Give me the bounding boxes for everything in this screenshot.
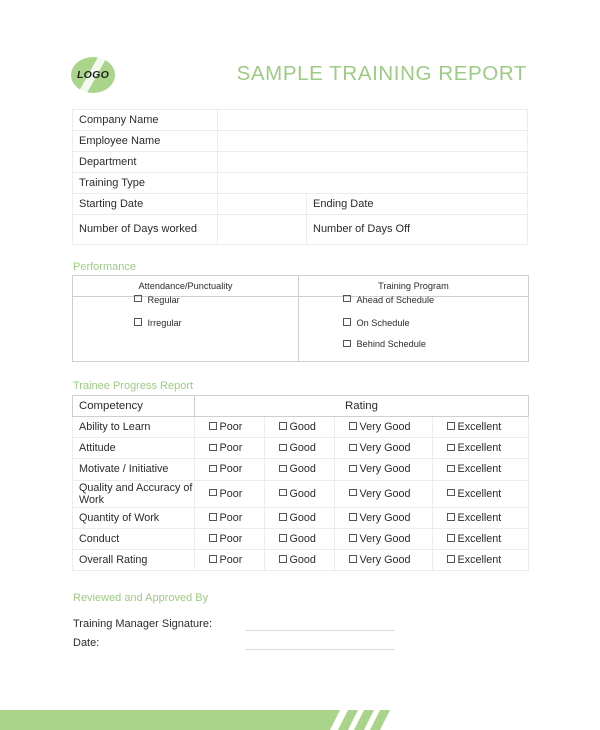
checkbox[interactable] xyxy=(349,513,357,521)
rating-option-label: Poor xyxy=(219,487,243,500)
rating-option-label: Good xyxy=(289,442,316,455)
checkbox[interactable] xyxy=(279,555,287,563)
rating-option-label: Excellent xyxy=(457,554,502,567)
checkbox[interactable] xyxy=(209,555,217,563)
checkbox[interactable] xyxy=(279,465,287,473)
rating-option-good[interactable] xyxy=(265,528,335,549)
rating-option-label: Very Good xyxy=(359,532,411,545)
rating-option-label: Very Good xyxy=(359,511,411,524)
table-row xyxy=(73,194,528,215)
logo xyxy=(71,57,115,93)
employee-name-field[interactable] xyxy=(218,131,528,152)
checkbox[interactable] xyxy=(349,555,357,563)
checkbox[interactable] xyxy=(279,422,287,430)
checkbox[interactable] xyxy=(343,340,351,348)
progress-rating-table xyxy=(72,395,529,571)
signature-field[interactable] xyxy=(245,617,395,631)
department-label: Department xyxy=(73,152,218,173)
rating-option-poor[interactable] xyxy=(195,459,265,480)
checkbox[interactable] xyxy=(349,489,357,497)
employee-info-table xyxy=(72,109,528,245)
company-name-label: Company Name xyxy=(73,110,218,131)
rating-option-label: Good xyxy=(289,421,316,434)
attendance-options xyxy=(73,294,299,362)
approval-section-title: Reviewed and Approved By xyxy=(73,592,209,604)
checkbox[interactable] xyxy=(209,444,217,452)
training-program-header: Training Program xyxy=(299,276,529,297)
checkbox[interactable] xyxy=(343,295,351,303)
option-on-schedule[interactable]: On Schedule xyxy=(343,312,528,334)
checkbox[interactable] xyxy=(349,422,357,430)
checkbox[interactable] xyxy=(447,489,455,497)
rating-option-poor[interactable] xyxy=(195,507,265,528)
table-row xyxy=(73,459,529,480)
checkbox[interactable] xyxy=(279,444,287,452)
checkbox[interactable] xyxy=(447,444,455,452)
competency-label: Conduct xyxy=(73,528,195,549)
table-row xyxy=(73,110,528,131)
rating-option-label: Good xyxy=(289,532,316,545)
table-row xyxy=(73,507,529,528)
rating-option-label: Excellent xyxy=(457,487,502,500)
table-row xyxy=(73,417,529,438)
training-type-field[interactable] xyxy=(218,173,528,194)
rating-option-very-good[interactable] xyxy=(335,438,433,459)
rating-option-very-good[interactable] xyxy=(335,459,433,480)
rating-option-label: Poor xyxy=(219,463,243,476)
competency-label: Attitude xyxy=(73,438,195,459)
checkbox[interactable] xyxy=(349,444,357,452)
rating-option-label: Good xyxy=(289,554,316,567)
table-row xyxy=(73,480,529,507)
checkbox[interactable] xyxy=(134,295,142,303)
rating-option-label: Very Good xyxy=(359,487,411,500)
option-regular[interactable]: Regular xyxy=(134,291,298,308)
table-row xyxy=(73,297,529,362)
rating-option-label: Excellent xyxy=(457,421,502,434)
rating-option-label: Poor xyxy=(219,511,243,524)
rating-option-good[interactable] xyxy=(265,417,335,438)
rating-option-excellent[interactable] xyxy=(433,480,529,507)
rating-option-label: Very Good xyxy=(359,554,411,567)
option-behind-schedule[interactable]: Behind Schedule xyxy=(343,334,528,356)
competency-label: Motivate / Initiative xyxy=(73,459,195,480)
rating-option-label: Poor xyxy=(219,421,243,434)
rating-option-poor[interactable] xyxy=(195,480,265,507)
rating-option-label: Good xyxy=(289,463,316,476)
competency-header: Competency xyxy=(73,396,195,417)
rating-option-poor[interactable] xyxy=(195,549,265,570)
rating-option-good[interactable] xyxy=(265,549,335,570)
rating-option-label: Very Good xyxy=(359,442,411,455)
logo-text: LOGO xyxy=(76,69,110,81)
option-ahead-of-schedule[interactable]: Ahead of Schedule xyxy=(343,291,528,308)
rating-option-label: Good xyxy=(289,487,316,500)
checkbox[interactable] xyxy=(209,422,217,430)
rating-option-very-good[interactable] xyxy=(335,549,433,570)
training-type-label: Training Type xyxy=(73,173,218,194)
days-worked-label: Number of Days worked xyxy=(73,215,218,245)
rating-option-excellent[interactable] xyxy=(433,549,529,570)
rating-option-excellent[interactable] xyxy=(433,417,529,438)
rating-option-excellent[interactable] xyxy=(433,438,529,459)
rating-option-very-good[interactable] xyxy=(335,480,433,507)
rating-option-very-good[interactable] xyxy=(335,528,433,549)
rating-option-very-good[interactable] xyxy=(335,417,433,438)
rating-option-poor[interactable] xyxy=(195,417,265,438)
rating-option-good[interactable] xyxy=(265,480,335,507)
rating-option-excellent[interactable] xyxy=(433,528,529,549)
company-name-field[interactable] xyxy=(218,110,528,131)
competency-label: Ability to Learn xyxy=(73,417,195,438)
checkbox[interactable] xyxy=(343,318,351,326)
department-field[interactable] xyxy=(218,152,528,173)
rating-option-poor[interactable] xyxy=(195,438,265,459)
checkbox[interactable] xyxy=(447,422,455,430)
rating-option-label: Excellent xyxy=(457,532,502,545)
table-row xyxy=(73,131,528,152)
starting-date-label: Starting Date xyxy=(73,194,218,215)
rating-option-good[interactable] xyxy=(265,438,335,459)
checkbox[interactable] xyxy=(209,534,217,542)
date-label: Date: xyxy=(73,637,100,649)
attendance-header: Attendance/Punctuality xyxy=(73,276,299,297)
option-irregular[interactable]: Irregular xyxy=(134,312,298,334)
checkbox[interactable] xyxy=(349,465,357,473)
rating-option-label: Poor xyxy=(219,442,243,455)
checkbox[interactable] xyxy=(349,534,357,542)
table-row xyxy=(73,438,529,459)
progress-section-title: Trainee Progress Report xyxy=(73,380,194,392)
table-row xyxy=(73,215,528,245)
ending-date-label: Ending Date xyxy=(307,194,528,215)
rating-option-poor[interactable] xyxy=(195,528,265,549)
checkbox[interactable] xyxy=(209,513,217,521)
checkbox[interactable] xyxy=(279,534,287,542)
competency-label: Overall Rating xyxy=(73,549,195,570)
date-field[interactable] xyxy=(245,636,395,650)
days-off-label: Number of Days Off xyxy=(307,215,528,245)
starting-date-field[interactable] xyxy=(218,194,307,215)
rating-option-label: Good xyxy=(289,511,316,524)
table-row xyxy=(73,152,528,173)
rating-header: Rating xyxy=(195,396,529,417)
employee-name-label: Employee Name xyxy=(73,131,218,152)
document-title: SAMPLE TRAINING REPORT xyxy=(236,62,527,85)
performance-section-title: Performance xyxy=(73,261,136,273)
checkbox[interactable] xyxy=(209,465,217,473)
checkbox[interactable] xyxy=(279,489,287,497)
table-row xyxy=(73,549,529,570)
rating-option-good[interactable] xyxy=(265,459,335,480)
table-row xyxy=(73,396,529,417)
checkbox[interactable] xyxy=(134,318,142,326)
rating-option-excellent[interactable] xyxy=(433,507,529,528)
checkbox[interactable] xyxy=(447,555,455,563)
footer-stripe xyxy=(0,710,600,730)
checkbox[interactable] xyxy=(209,489,217,497)
rating-option-label: Excellent xyxy=(457,463,502,476)
competency-label: Quality and Accuracy of Work xyxy=(73,480,195,507)
performance-table xyxy=(72,275,529,362)
signature-label: Training Manager Signature: xyxy=(73,618,213,630)
checkbox[interactable] xyxy=(447,513,455,521)
rating-option-good[interactable] xyxy=(265,507,335,528)
checkbox[interactable] xyxy=(447,465,455,473)
rating-option-label: Very Good xyxy=(359,463,411,476)
rating-option-label: Poor xyxy=(219,532,243,545)
checkbox[interactable] xyxy=(447,534,455,542)
rating-option-label: Very Good xyxy=(359,421,411,434)
table-row xyxy=(73,528,529,549)
table-row xyxy=(73,173,528,194)
rating-option-label: Excellent xyxy=(457,511,502,524)
days-worked-field[interactable] xyxy=(218,215,307,245)
rating-option-label: Excellent xyxy=(457,442,502,455)
competency-label: Quantity of Work xyxy=(73,507,195,528)
rating-option-label: Poor xyxy=(219,554,243,567)
rating-option-very-good[interactable] xyxy=(335,507,433,528)
training-program-options xyxy=(299,294,529,362)
checkbox[interactable] xyxy=(279,513,287,521)
rating-option-excellent[interactable] xyxy=(433,459,529,480)
